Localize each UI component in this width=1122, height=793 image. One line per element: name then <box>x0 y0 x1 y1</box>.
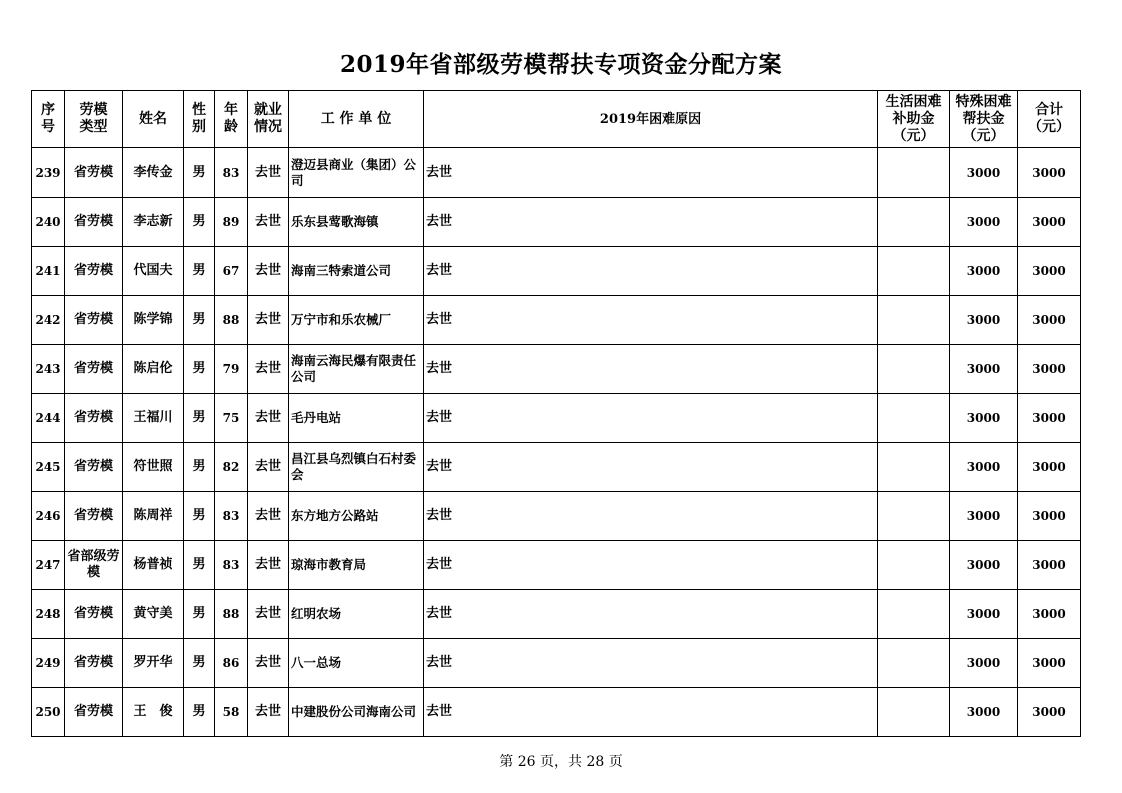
cell-type: 省劳模 <box>65 443 123 492</box>
cell-unit: 昌江县乌烈镇白石村委会 <box>289 443 424 492</box>
page-footer: 第 26 页，共 28 页 <box>499 754 623 770</box>
cell-unit: 红明农场 <box>289 590 424 639</box>
table-row <box>32 247 1081 296</box>
header-employment: 就业 情况 <box>248 91 289 148</box>
allocation-table <box>31 90 1081 737</box>
cell-age: 58 <box>215 688 248 737</box>
cell-employment: 去世 <box>248 198 289 247</box>
cell-reason: 去世 <box>424 492 878 541</box>
cell-special-aid: 3000 <box>950 639 1018 688</box>
cell-unit: 海南三特索道公司 <box>289 247 424 296</box>
cell-reason: 去世 <box>424 296 878 345</box>
cell-special-aid: 3000 <box>950 148 1018 198</box>
cell-seq: 239 <box>32 148 65 198</box>
header-age: 年 龄 <box>215 91 248 148</box>
cell-reason: 去世 <box>424 394 878 443</box>
cell-seq: 244 <box>32 394 65 443</box>
cell-gender: 男 <box>184 541 215 590</box>
cell-total: 3000 <box>1018 639 1081 688</box>
cell-reason: 去世 <box>424 198 878 247</box>
table-row <box>32 345 1081 394</box>
table-row <box>32 639 1081 688</box>
cell-type: 省劳模 <box>65 148 123 198</box>
cell-total: 3000 <box>1018 198 1081 247</box>
cell-special-aid: 3000 <box>950 394 1018 443</box>
cell-employment: 去世 <box>248 296 289 345</box>
cell-reason: 去世 <box>424 443 878 492</box>
cell-type: 省劳模 <box>65 198 123 247</box>
cell-special-aid: 3000 <box>950 345 1018 394</box>
cell-special-aid: 3000 <box>950 198 1018 247</box>
cell-unit: 中建股份公司海南公司 <box>289 688 424 737</box>
cell-type: 省劳模 <box>65 394 123 443</box>
cell-total: 3000 <box>1018 345 1081 394</box>
cell-employment: 去世 <box>248 492 289 541</box>
header-name: 姓名 <box>123 91 184 148</box>
cell-total: 3000 <box>1018 688 1081 737</box>
cell-unit: 万宁市和乐农械厂 <box>289 296 424 345</box>
cell-total: 3000 <box>1018 492 1081 541</box>
cell-name: 符世照 <box>123 443 184 492</box>
cell-age: 79 <box>215 345 248 394</box>
cell-seq: 243 <box>32 345 65 394</box>
cell-age: 83 <box>215 148 248 198</box>
cell-total: 3000 <box>1018 247 1081 296</box>
table-row <box>32 394 1081 443</box>
header-total: 合计 （元） <box>1018 91 1081 148</box>
cell-living-subsidy <box>878 198 950 247</box>
cell-gender: 男 <box>184 247 215 296</box>
cell-age: 86 <box>215 639 248 688</box>
cell-type: 省劳模 <box>65 639 123 688</box>
table-header-row <box>32 91 1081 148</box>
cell-type: 省劳模 <box>65 296 123 345</box>
cell-reason: 去世 <box>424 590 878 639</box>
cell-living-subsidy <box>878 394 950 443</box>
cell-gender: 男 <box>184 345 215 394</box>
cell-special-aid: 3000 <box>950 541 1018 590</box>
cell-special-aid: 3000 <box>950 590 1018 639</box>
cell-employment: 去世 <box>248 345 289 394</box>
cell-special-aid: 3000 <box>950 492 1018 541</box>
cell-total: 3000 <box>1018 443 1081 492</box>
cell-age: 75 <box>215 394 248 443</box>
cell-unit: 东方地方公路站 <box>289 492 424 541</box>
cell-reason: 去世 <box>424 639 878 688</box>
cell-unit: 八一总场 <box>289 639 424 688</box>
table-row <box>32 296 1081 345</box>
cell-name: 王 俊 <box>123 688 184 737</box>
cell-employment: 去世 <box>248 443 289 492</box>
cell-living-subsidy <box>878 296 950 345</box>
header-reason: 2019年困难原因 <box>424 91 878 148</box>
table-row <box>32 492 1081 541</box>
cell-total: 3000 <box>1018 148 1081 198</box>
cell-gender: 男 <box>184 296 215 345</box>
cell-age: 88 <box>215 590 248 639</box>
cell-gender: 男 <box>184 394 215 443</box>
cell-living-subsidy <box>878 443 950 492</box>
cell-seq: 247 <box>32 541 65 590</box>
table-row <box>32 443 1081 492</box>
cell-type: 省劳模 <box>65 688 123 737</box>
table-row <box>32 198 1081 247</box>
cell-gender: 男 <box>184 688 215 737</box>
cell-reason: 去世 <box>424 148 878 198</box>
cell-living-subsidy <box>878 148 950 198</box>
cell-employment: 去世 <box>248 639 289 688</box>
cell-seq: 249 <box>32 639 65 688</box>
cell-special-aid: 3000 <box>950 247 1018 296</box>
cell-employment: 去世 <box>248 590 289 639</box>
table-row <box>32 688 1081 737</box>
cell-age: 82 <box>215 443 248 492</box>
cell-living-subsidy <box>878 590 950 639</box>
cell-name: 陈启伦 <box>123 345 184 394</box>
cell-special-aid: 3000 <box>950 296 1018 345</box>
cell-unit: 海南云海民爆有限责任公司 <box>289 345 424 394</box>
cell-age: 83 <box>215 492 248 541</box>
cell-reason: 去世 <box>424 345 878 394</box>
cell-age: 83 <box>215 541 248 590</box>
cell-name: 李志新 <box>123 198 184 247</box>
header-unit: 工 作 单 位 <box>289 91 424 148</box>
cell-seq: 248 <box>32 590 65 639</box>
cell-total: 3000 <box>1018 541 1081 590</box>
header-special-aid: 特殊困难 帮扶金 （元） <box>950 91 1018 148</box>
header-type: 劳模 类型 <box>65 91 123 148</box>
cell-seq: 241 <box>32 247 65 296</box>
table-row <box>32 148 1081 198</box>
cell-gender: 男 <box>184 590 215 639</box>
cell-seq: 245 <box>32 443 65 492</box>
cell-name: 罗开华 <box>123 639 184 688</box>
cell-name: 李传金 <box>123 148 184 198</box>
cell-employment: 去世 <box>248 247 289 296</box>
cell-gender: 男 <box>184 492 215 541</box>
cell-unit: 毛丹电站 <box>289 394 424 443</box>
cell-seq: 240 <box>32 198 65 247</box>
header-living-subsidy: 生活困难 补助金 （元） <box>878 91 950 148</box>
cell-employment: 去世 <box>248 541 289 590</box>
cell-name: 代国夫 <box>123 247 184 296</box>
cell-name: 杨普祯 <box>123 541 184 590</box>
cell-seq: 242 <box>32 296 65 345</box>
cell-age: 89 <box>215 198 248 247</box>
cell-type: 省劳模 <box>65 247 123 296</box>
cell-name: 王福川 <box>123 394 184 443</box>
header-seq: 序 号 <box>32 91 65 148</box>
cell-employment: 去世 <box>248 394 289 443</box>
cell-unit: 澄迈县商业（集团）公司 <box>289 148 424 198</box>
cell-special-aid: 3000 <box>950 443 1018 492</box>
cell-gender: 男 <box>184 148 215 198</box>
cell-living-subsidy <box>878 639 950 688</box>
cell-age: 67 <box>215 247 248 296</box>
header-gender: 性 别 <box>184 91 215 148</box>
cell-gender: 男 <box>184 639 215 688</box>
cell-reason: 去世 <box>424 247 878 296</box>
cell-total: 3000 <box>1018 590 1081 639</box>
cell-living-subsidy <box>878 247 950 296</box>
cell-living-subsidy <box>878 492 950 541</box>
cell-type: 省部级劳模 <box>65 541 123 590</box>
page-title: 2019年省部级劳模帮扶专项资金分配方案 <box>339 51 782 78</box>
cell-employment: 去世 <box>248 148 289 198</box>
cell-name: 陈学锦 <box>123 296 184 345</box>
cell-total: 3000 <box>1018 394 1081 443</box>
cell-reason: 去世 <box>424 541 878 590</box>
cell-special-aid: 3000 <box>950 688 1018 737</box>
cell-living-subsidy <box>878 541 950 590</box>
cell-employment: 去世 <box>248 688 289 737</box>
cell-unit: 乐东县莺歌海镇 <box>289 198 424 247</box>
table-row <box>32 541 1081 590</box>
table-row <box>32 590 1081 639</box>
cell-type: 省劳模 <box>65 492 123 541</box>
cell-name: 陈周祥 <box>123 492 184 541</box>
cell-seq: 250 <box>32 688 65 737</box>
cell-type: 省劳模 <box>65 345 123 394</box>
cell-age: 88 <box>215 296 248 345</box>
cell-unit: 琼海市教育局 <box>289 541 424 590</box>
cell-gender: 男 <box>184 443 215 492</box>
cell-reason: 去世 <box>424 688 878 737</box>
cell-type: 省劳模 <box>65 590 123 639</box>
cell-seq: 246 <box>32 492 65 541</box>
cell-living-subsidy <box>878 688 950 737</box>
cell-name: 黄守美 <box>123 590 184 639</box>
cell-gender: 男 <box>184 198 215 247</box>
cell-living-subsidy <box>878 345 950 394</box>
cell-total: 3000 <box>1018 296 1081 345</box>
